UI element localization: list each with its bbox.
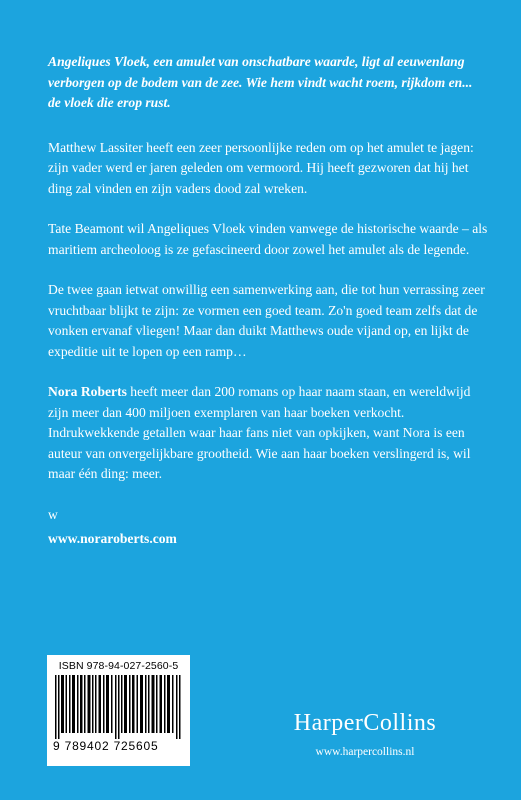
isbn-label: ISBN 978-94-027-2560-5	[58, 660, 179, 672]
author-name: Nora Roberts	[48, 384, 127, 399]
blurb-paragraph: De twee gaan ietwat onwillig een samenwerking aan, die tot hun verrassing zeer vruchtbaar blijkt te zijn: ze vormen een goed team. Zo'n goed team zelfs dat de vonken ervanaf vliegen! Maar dan duikt Matthews oude vijand op, en lijkt de expeditie uit te lopen op een ramp…	[48, 282, 485, 359]
blurb-paragraph: Tate Beamont wil Angeliques Vloek vinden vanwege de historische waarde – als maritiem archeoloog is ze gefascineerd door zowel het amulet als de legende.	[48, 221, 488, 257]
barcode-digits: 9 789402 725605	[53, 739, 159, 753]
author-bio-text: heeft meer dan 200 romans op haar naam staan, en wereldwijd zijn meer dan 400 miljoen exemplaren van haar boeken verkocht. Indrukwekkende getallen waar haar fans niet van opkijken, want Nora is een auteur van onvergelijkbare grootheid. Wie aan haar boeken verslingerd is, wil maar één ding: meer.	[48, 384, 471, 481]
author-website-link[interactable]: www.noraroberts.com	[48, 531, 177, 546]
barcode	[47, 655, 190, 766]
stray-letter: w	[48, 506, 58, 522]
publisher-website[interactable]: www.harpercollins.nl	[315, 746, 415, 758]
author-bio	[48, 382, 488, 485]
blurb	[48, 52, 488, 570]
barcode-bars	[53, 675, 184, 739]
blurb-paragraph: Matthew Lassiter heeft een zeer persoonlijke reden om op het amulet te jagen: zijn vader werd er jaren geleden om vermoord. Hij heeft gezworen dat hij het ding zal vinden en zijn vaders dood zal wreken.	[48, 139, 474, 196]
blurb-intro: Angeliques Vloek, een amulet van onschatbare waarde, ligt al eeuwenlang verborgen op de bodem van de zee. Wie hem vindt wacht roem, rijkdom en... de vloek die erop rust.	[48, 54, 473, 110]
publisher-logo: HarperCollins	[293, 710, 437, 736]
